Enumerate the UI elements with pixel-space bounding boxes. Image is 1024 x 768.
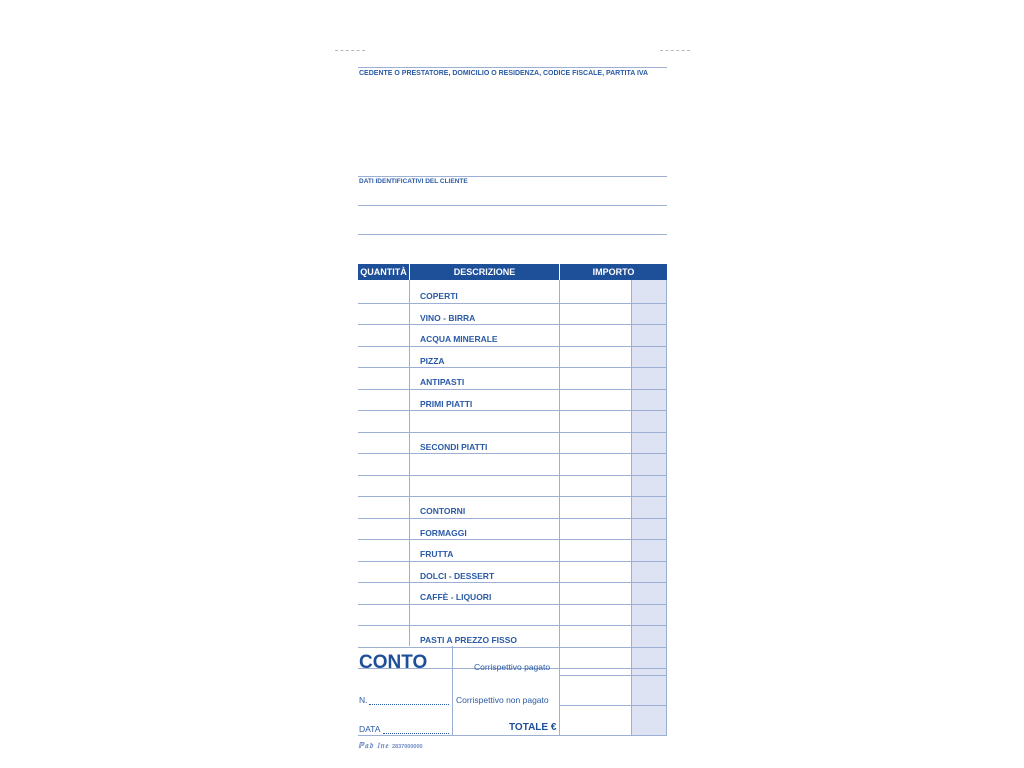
item-label: SECONDI PIATTI: [420, 441, 488, 452]
item-label: VINO - BIRRA: [420, 312, 476, 323]
paid-label: Corrispettivo pagato: [474, 662, 551, 672]
item-label: CONTORNI: [420, 506, 466, 516]
table-row-rule: [358, 453, 667, 454]
table-row-rule: [358, 561, 667, 562]
table-row-rule: [358, 410, 667, 411]
table-row-rule: [358, 582, 667, 583]
item-label: FRUTTA: [420, 549, 454, 559]
table-row-rule: [358, 367, 667, 368]
table-row-rule: [358, 346, 667, 347]
item-label: PIZZA: [420, 355, 445, 366]
table-row-rule: [358, 324, 667, 325]
footer-bottom-rule: [358, 735, 667, 736]
item-label: DOLCI - DESSERT: [420, 570, 495, 581]
item-label: PRIMI PIATTI: [420, 398, 473, 409]
column-rule-cents: [631, 280, 632, 735]
table-header: [358, 264, 667, 280]
table-row-rule: [358, 389, 667, 390]
table-row-rule: [358, 432, 667, 433]
seller-top-rule: [358, 67, 667, 68]
footer-unpaid-rule: [559, 705, 667, 706]
brand-logo: ℙ𝔞𝔡 𝔩𝔫𝔢: [358, 741, 390, 750]
date-line: [383, 733, 449, 734]
header-description: DESCRIZIONE: [453, 267, 516, 277]
table-row-rule: [358, 625, 667, 626]
column-rule-description: [559, 280, 560, 735]
column-rule-right: [666, 280, 667, 735]
table-row-rule: [358, 518, 667, 519]
table-row-rule: [358, 647, 667, 648]
item-label: ANTIPASTI: [420, 377, 465, 387]
item-label: ACQUA MINERALE: [420, 334, 498, 344]
number-label: N.: [359, 695, 368, 705]
header-amount: IMPORTO: [592, 267, 635, 277]
total-label: TOTALE €: [509, 722, 557, 733]
unpaid-label: Corrispettivo non pagato: [456, 695, 549, 705]
table-row-rule: [358, 475, 667, 476]
table-row-rule: [358, 539, 667, 540]
client-line-1: [358, 205, 667, 206]
table-row-rule: [358, 496, 667, 497]
perforation-left: [335, 50, 365, 51]
table-row-rule: [358, 604, 667, 605]
column-rule-quantity: [409, 280, 410, 646]
perforation-right: [660, 50, 690, 51]
item-label: CAFFÈ - LIQUORI: [420, 592, 492, 602]
footer-title: CONTO: [359, 652, 428, 673]
client-top-rule: [358, 176, 667, 177]
number-line: [369, 704, 449, 705]
item-label: PASTI A PREZZO FISSO: [420, 635, 517, 645]
footer-paid-rule: [559, 675, 667, 676]
header-quantity: QUANTITÀ: [360, 267, 407, 277]
item-label: FORMAGGI: [420, 527, 467, 538]
date-label: DATA: [359, 724, 381, 734]
item-label: COPERTI: [420, 291, 458, 301]
client-line-2: [358, 234, 667, 235]
table-row-rule: [358, 303, 667, 304]
product-code: 2837000000: [392, 744, 423, 750]
footer-divider: [452, 646, 453, 735]
client-label: DATI IDENTIFICATIVI DEL CLIENTE: [359, 178, 468, 185]
seller-label: CEDENTE O PRESTATORE, DOMICILIO O RESIDENZA, CODICE FISCALE, PARTITA IVA: [359, 70, 649, 77]
cents-column-shading: [631, 280, 667, 735]
